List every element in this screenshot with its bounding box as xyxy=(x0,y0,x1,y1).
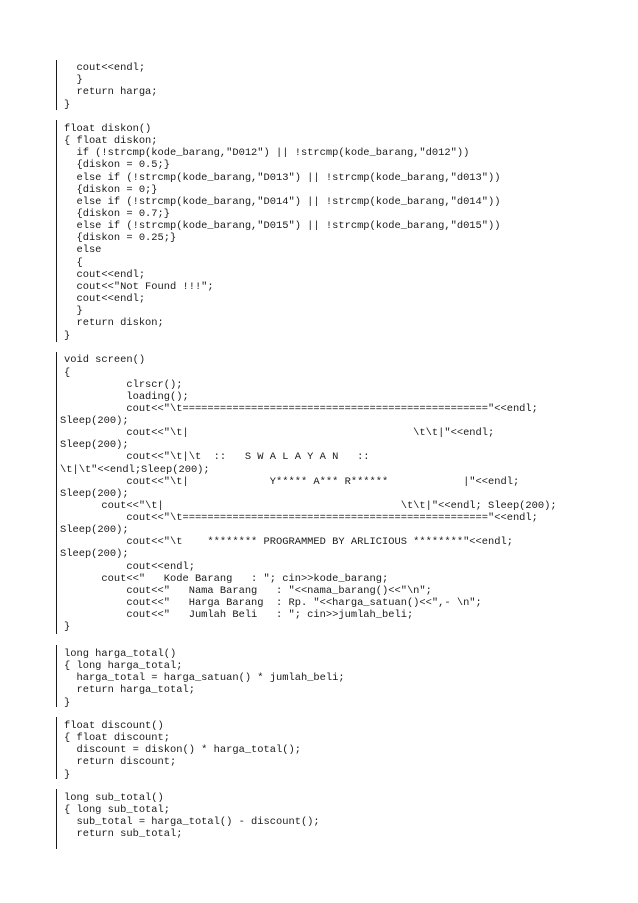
code-line: Sleep(200); xyxy=(60,488,129,500)
code-line: cout<<"\t================================================="<<endl; xyxy=(64,403,538,415)
code-line: { long harga_total; xyxy=(64,660,183,672)
code-line: cout<<"\t|\t :: S W A L A Y A N :: xyxy=(64,451,370,463)
code-line: cout<<"\t| Y***** A*** R****** |"<<endl; xyxy=(64,476,520,488)
code-line: Sleep(200); xyxy=(60,415,129,427)
code-line: cout<<endl; xyxy=(64,561,195,573)
code-line: \t|\t"<<endl;Sleep(200); xyxy=(60,464,210,476)
code-line: cout<<"Not Found !!!"; xyxy=(64,281,214,293)
code-line: {diskon = 0.5;} xyxy=(64,159,171,171)
code-line: discount = diskon() * harga_total(); xyxy=(64,744,301,756)
code-line: long sub_total() xyxy=(64,792,164,804)
margin-bar xyxy=(56,717,57,779)
code-line: Sleep(200); xyxy=(60,548,129,560)
margin-bar xyxy=(56,645,57,707)
code-line: else if (!strcmp(kode_barang,"D015") || !strcmp(kode_barang,"d015")) xyxy=(64,220,501,232)
code-line: else if (!strcmp(kode_barang,"D013") || !strcmp(kode_barang,"d013")) xyxy=(64,172,501,184)
code-line: Sleep(200); xyxy=(60,439,129,451)
code-line: } xyxy=(64,621,71,633)
code-line: cout<<" Harga Barang : Rp. "<<harga_satuan()<<",- \n"; xyxy=(64,597,482,609)
code-line: {diskon = 0.7;} xyxy=(64,208,171,220)
code-line: {diskon = 0.25;} xyxy=(64,232,177,244)
code-line: { xyxy=(64,257,83,269)
code-line: cout<<"\t ******** PROGRAMMED BY ARLICIOUS ********"<<endl; xyxy=(64,536,513,548)
code-line: { xyxy=(64,367,71,379)
code-line: } xyxy=(64,99,71,111)
code-line: float discount() xyxy=(64,720,164,732)
code-line: cout<<"\t| \t\t|"<<endl; xyxy=(64,427,495,439)
margin-bar xyxy=(56,789,57,849)
code-line: loading(); xyxy=(64,391,189,403)
code-line: return discount; xyxy=(64,756,177,768)
margin-bar xyxy=(56,352,57,634)
code-line: cout<<" Kode Barang : "; cin>>kode_barang; xyxy=(64,573,389,585)
code-line: Sleep(200); xyxy=(60,524,129,536)
code-line: harga_total = harga_satuan() * jumlah_beli; xyxy=(64,672,345,684)
code-line: clrscr(); xyxy=(64,379,183,391)
code-line: else xyxy=(64,244,102,256)
margin-bar xyxy=(56,120,57,342)
code-line: return diskon; xyxy=(64,317,164,329)
code-line: cout<<endl; xyxy=(64,62,146,74)
code-line: } xyxy=(64,74,83,86)
code-line: cout<<endl; xyxy=(64,293,146,305)
code-line: return harga; xyxy=(64,86,158,98)
code-line: else if (!strcmp(kode_barang,"D014") || !strcmp(kode_barang,"d014")) xyxy=(64,196,501,208)
code-line: cout<<" Nama Barang : "<<nama_barang()<<"\n"; xyxy=(64,585,432,597)
code-line: { float discount; xyxy=(64,732,171,744)
code-line: cout<<"\t================================================="<<endl; xyxy=(64,512,538,524)
margin-bar xyxy=(56,60,57,110)
code-line: return sub_total; xyxy=(64,828,183,840)
code-line: float diskon() xyxy=(64,123,152,135)
code-line: } xyxy=(64,769,71,781)
code-line: { long sub_total; xyxy=(64,804,171,816)
code-line: sub_total = harga_total() - discount(); xyxy=(64,816,320,828)
code-line: cout<<"\t| \t\t|"<<endl; Sleep(200); xyxy=(64,500,557,512)
code-line: { float diskon; xyxy=(64,135,158,147)
code-line: void screen() xyxy=(64,354,146,366)
code-line: cout<<" Jumlah Beli : "; cin>>jumlah_beli; xyxy=(64,609,414,621)
code-line: {diskon = 0;} xyxy=(64,184,158,196)
code-line: } xyxy=(64,330,71,342)
code-line: cout<<endl; xyxy=(64,269,146,281)
code-line: long harga_total() xyxy=(64,648,177,660)
code-line: } xyxy=(64,697,71,709)
code-line: if (!strcmp(kode_barang,"D012") || !strcmp(kode_barang,"d012")) xyxy=(64,147,470,159)
code-line: return harga_total; xyxy=(64,684,195,696)
code-line: } xyxy=(64,305,83,317)
